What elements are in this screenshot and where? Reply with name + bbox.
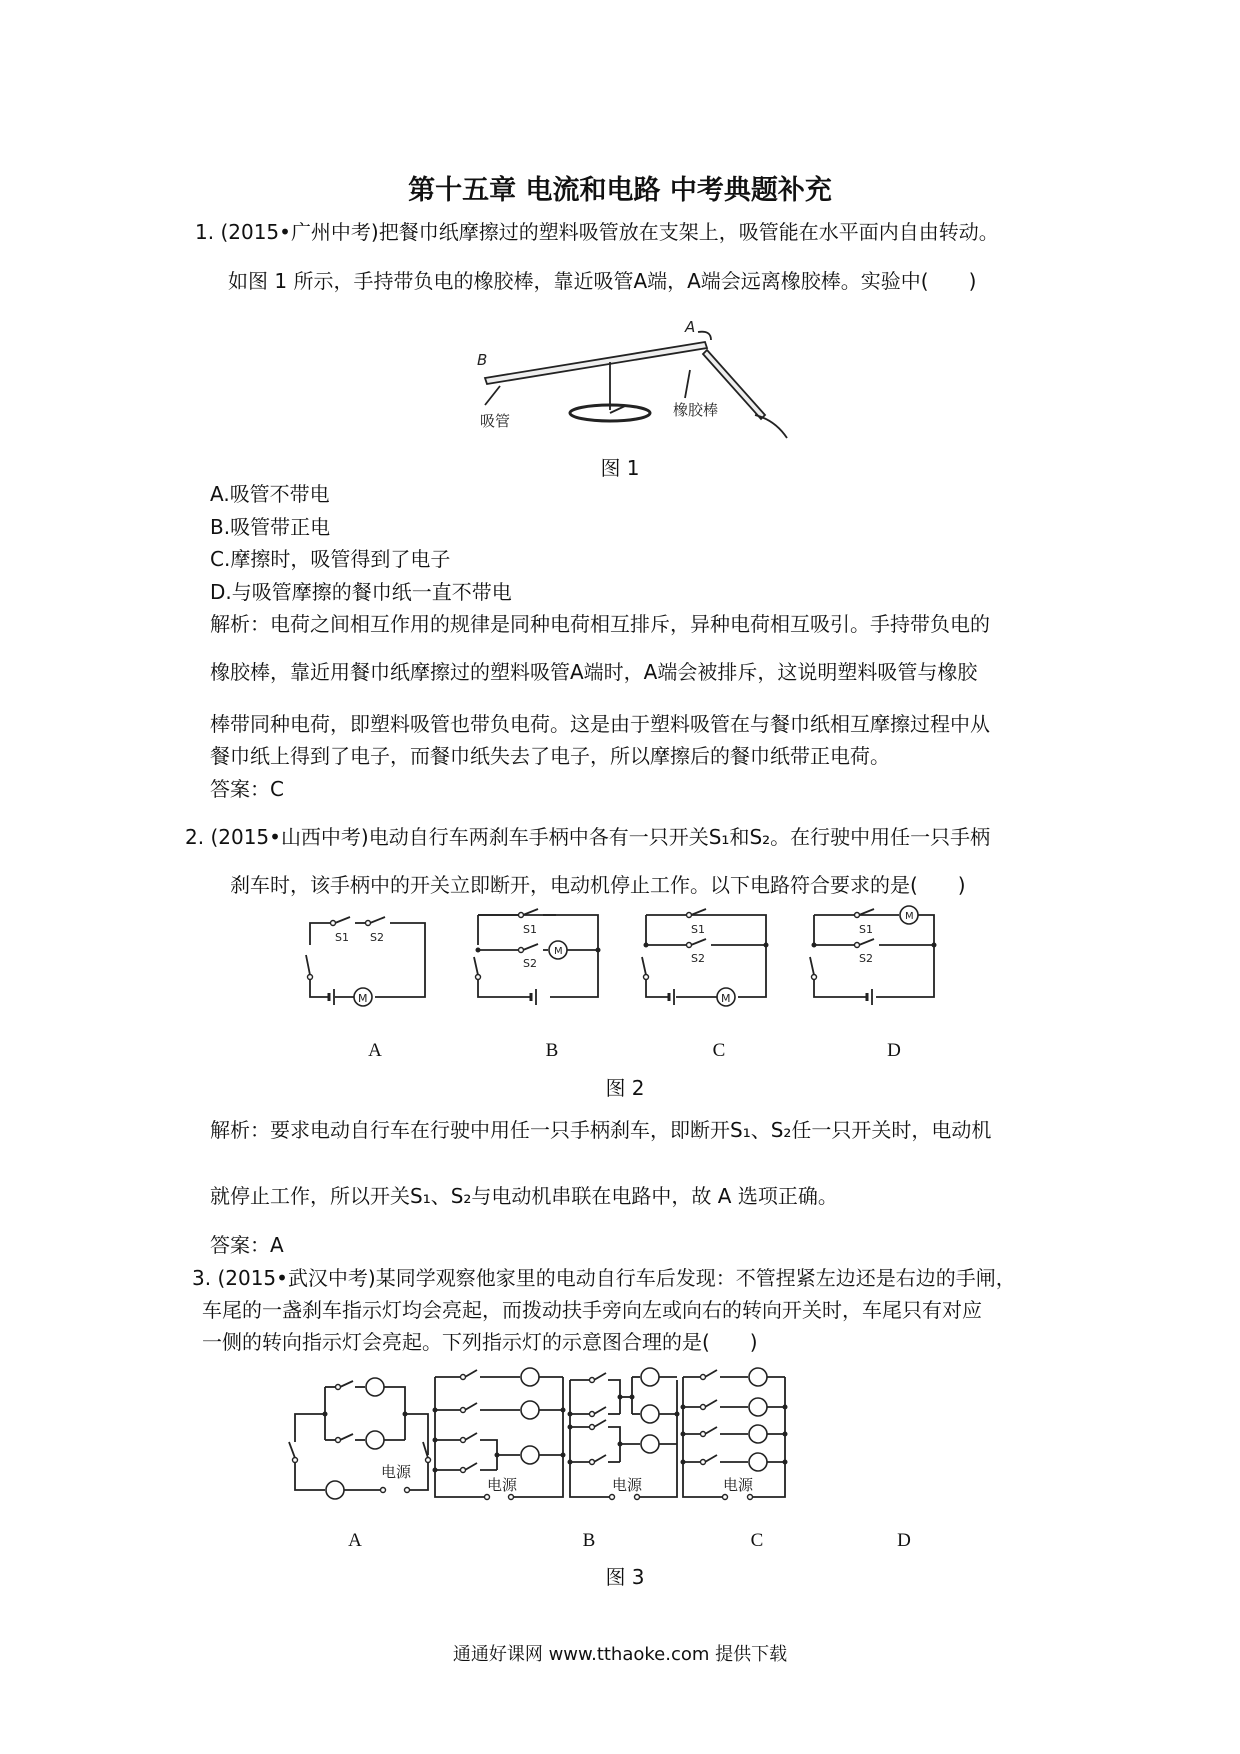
junction-node	[568, 1425, 573, 1430]
label-straw: 吸管	[480, 412, 511, 430]
figure-1-caption: 图 1	[600, 456, 640, 480]
circuit-2d	[810, 906, 937, 1005]
figure-2-caption: 图 2	[605, 1076, 645, 1100]
switch-contact	[461, 1468, 466, 1473]
figure-3-circuits	[285, 1362, 785, 1507]
circuit-wire: S1	[335, 931, 349, 944]
lamp-icon	[641, 1368, 659, 1386]
q2-analysis-line2: 就停止工作，所以开关S₁、S₂与电动机串联在电路中，故 A 选项正确。	[210, 1184, 838, 1208]
circuit-wire: M	[358, 992, 368, 1005]
circuit-wire	[480, 1440, 497, 1470]
switch-contact	[723, 1495, 728, 1500]
junction-node	[568, 1412, 573, 1417]
circuit-wire	[642, 957, 646, 975]
switch-contact	[748, 1495, 753, 1500]
switch-contact	[687, 943, 692, 948]
junction-node	[561, 1453, 566, 1458]
switch-contact	[519, 913, 524, 918]
junction-node	[812, 943, 817, 948]
lamp-icon	[749, 1398, 767, 1416]
footer-source: 通通好课网 www.tthaoke.com 提供下载	[452, 1644, 788, 1665]
q1-option-b: B.吸管带正电	[210, 515, 331, 539]
circuit-wire: S1	[691, 923, 705, 936]
circuit-wire	[691, 909, 706, 915]
switch-contact	[405, 1488, 410, 1493]
circuit-wire	[289, 1442, 295, 1458]
circuit-wire: S2	[859, 952, 873, 965]
junction-node	[433, 1408, 438, 1413]
junction-node	[675, 1412, 680, 1417]
figure-2-circuits	[300, 911, 950, 1010]
q2-analysis-line1: 解析：要求电动自行车在行驶中用任一只手柄刹车，即断开S₁、S₂任一只开关时，电动机	[210, 1118, 992, 1142]
circuit-wire	[859, 939, 874, 945]
circuit-wire	[685, 370, 690, 398]
circuit-wire	[306, 955, 310, 975]
circuit-wire	[295, 1414, 325, 1442]
figure-1-straw-experiment	[475, 320, 795, 440]
power-label-d: 电源	[723, 1476, 754, 1494]
circuit-wire	[478, 980, 530, 997]
circuit-wire	[705, 1427, 717, 1434]
circuit-wire	[646, 980, 668, 997]
circuit-wire: M	[905, 911, 914, 922]
junction-node	[618, 1442, 623, 1447]
circuit-wire: M	[721, 992, 731, 1005]
circuit-wire	[683, 1368, 785, 1471]
circuit-wire	[310, 980, 328, 997]
circuit-wire	[610, 406, 625, 413]
circuit-wire	[814, 980, 866, 997]
switch-contact	[687, 913, 692, 918]
switch-contact	[701, 1460, 706, 1465]
circuit-wire	[594, 1373, 606, 1380]
circuit-wire	[859, 909, 874, 915]
junction-node	[644, 943, 649, 948]
circuit-wire	[570, 1380, 610, 1497]
power-label-b: 电源	[487, 1476, 518, 1494]
circuit-2b	[474, 909, 601, 1005]
circuit-wire	[335, 917, 350, 923]
q1-answer: 答案：C	[210, 777, 284, 801]
circuit-wire	[465, 1463, 477, 1470]
figure-3-option-b: B	[582, 1530, 596, 1551]
switch-contact	[590, 1460, 595, 1465]
switch-contact	[701, 1375, 706, 1380]
power-label-a: 电源	[381, 1463, 412, 1481]
switch-contact	[635, 1495, 640, 1500]
circuit-3b	[433, 1368, 566, 1500]
circuit-wire	[698, 332, 711, 340]
switch-contact	[644, 975, 649, 980]
circuit-wire: M	[554, 946, 563, 957]
q1-stem-line2: 如图 1 所示，手持带负电的橡胶棒，靠近吸管A端，A端会远离橡胶棒。实验中( )	[228, 269, 977, 293]
switch-contact	[485, 1495, 490, 1500]
lamp-icon	[749, 1425, 767, 1443]
circuit-wire: S2	[370, 931, 384, 944]
q1-stem-line1: 1. (2015•广州中考)把餐巾纸摩擦过的塑料吸管放在支架上，吸管能在水平面内自由转动。	[195, 220, 999, 244]
circuit-wire	[594, 1455, 606, 1462]
switch-contact	[812, 975, 817, 980]
q3-stem-line2: 车尾的一盏刹车指示灯均会亮起，而拨动扶手旁向左或向右的转向开关时，车尾只有对应	[202, 1298, 982, 1322]
circuit-wire	[485, 386, 500, 405]
lamp-icon	[749, 1368, 767, 1386]
junction-node	[561, 1408, 566, 1413]
lamp-icon	[521, 1446, 539, 1464]
switch-contact	[461, 1408, 466, 1413]
power-label-c: 电源	[612, 1476, 643, 1494]
circuit-wire	[384, 1387, 405, 1440]
q1-analysis-line4: 餐巾纸上得到了电子，而餐巾纸失去了电子，所以摩擦后的餐巾纸带正电荷。	[210, 744, 890, 768]
switch-contact	[461, 1438, 466, 1443]
circuit-wire: S2	[691, 952, 705, 965]
lamp-icon	[521, 1401, 539, 1419]
switch-contact	[426, 1458, 431, 1463]
circuit-wire	[474, 957, 478, 975]
switch-contact	[855, 943, 860, 948]
junction-node	[476, 948, 481, 953]
q3-stem-line3: 一侧的转向指示灯会亮起。下列指示灯的示意图合理的是( )	[202, 1330, 758, 1354]
circuit-wire: S1	[859, 923, 873, 936]
figure-3-option-a: A	[348, 1530, 362, 1551]
switch-contact	[590, 1425, 595, 1430]
circuit-wire	[876, 915, 934, 997]
switch-contact	[336, 1438, 341, 1443]
circuit-wire	[594, 1407, 606, 1414]
junction-node	[618, 1395, 623, 1400]
junction-node	[495, 1453, 500, 1458]
switch-contact	[701, 1405, 706, 1410]
lamp-icon	[749, 1453, 767, 1471]
page-title: 第十五章 电流和电路 中考典题补充	[408, 175, 832, 206]
junction-node	[681, 1405, 686, 1410]
lamp-icon	[366, 1431, 384, 1449]
lamp-icon	[641, 1435, 659, 1453]
figure-2-option-d: D	[887, 1040, 901, 1061]
junction-node	[596, 948, 601, 953]
label-b: B	[477, 351, 488, 369]
lamp-icon	[641, 1405, 659, 1423]
circuit-wire	[478, 915, 598, 997]
switch-contact	[855, 913, 860, 918]
switch-contact	[590, 1412, 595, 1417]
circuit-3d	[681, 1368, 788, 1500]
switch-contact	[519, 948, 524, 953]
switch-contact	[366, 921, 371, 926]
circuit-wire	[705, 1400, 717, 1407]
q1-analysis-line2: 橡胶棒，靠近用餐巾纸摩擦过的塑料吸管A端时，A端会被排斥，这说明塑料吸管与橡胶	[210, 660, 978, 684]
q2-stem-line2: 刹车时，该手柄中的开关立即断开，电动机停止工作。以下电路符合要求的是( )	[230, 873, 966, 897]
q2-stem-line1: 2. (2015•山西中考)电动自行车两刹车手柄中各有一只开关S₁和S₂。在行驶中用任一只手柄	[185, 825, 991, 849]
figure-2-option-a: A	[368, 1040, 382, 1061]
label-a: A	[685, 318, 696, 336]
q3-stem-line1: 3. (2015•武汉中考)某同学观察他家里的电动自行车后发现：不管捏紧左边还是右边的手闸，	[192, 1266, 1016, 1290]
junction-node	[783, 1405, 788, 1410]
circuit-wire	[705, 1370, 717, 1377]
circuit-wire	[370, 917, 385, 923]
circuit-wire: S2	[523, 957, 537, 970]
q1-analysis-line1: 解析：电荷之间相互作用的规律是同种电荷相互排斥，异种电荷相互吸引。手持带负电的	[210, 612, 990, 636]
switch-contact	[701, 1432, 706, 1437]
circuit-wire	[410, 1463, 428, 1490]
circuit-wire	[523, 909, 538, 915]
switch-contact	[590, 1378, 595, 1383]
switch-contact	[509, 1495, 514, 1500]
junction-node	[681, 1460, 686, 1465]
circuit-2a	[306, 917, 425, 1006]
circuit-wire	[465, 1370, 477, 1377]
figure-3-option-c: C	[750, 1530, 764, 1551]
switch-contact	[293, 1458, 298, 1463]
circuit-3c	[568, 1368, 680, 1500]
figure-2-option-b: B	[545, 1040, 559, 1061]
q1-option-c: C.摩擦时，吸管得到了电子	[210, 547, 451, 571]
label-rod: 橡胶棒	[673, 401, 719, 419]
switch-contact	[308, 975, 313, 980]
q1-analysis-line3: 棒带同种电荷，即塑料吸管也带负电荷。这是由于塑料吸管在与餐巾纸相互摩擦过程中从	[210, 712, 990, 736]
junction-node	[568, 1460, 573, 1465]
circuit-wire	[485, 342, 707, 384]
lamp-icon	[521, 1368, 539, 1386]
q1-option-a: A.吸管不带电	[210, 482, 330, 506]
circuit-wire	[340, 1381, 353, 1387]
figure-3-caption: 图 3	[605, 1565, 645, 1589]
circuit-wire	[646, 915, 766, 997]
lamp-icon	[326, 1481, 344, 1499]
junction-node	[783, 1460, 788, 1465]
junction-node	[433, 1468, 438, 1473]
lamp-icon	[366, 1378, 384, 1396]
circuit-wire	[523, 944, 538, 950]
junction-node	[681, 1432, 686, 1437]
circuit-wire	[810, 957, 814, 975]
figure-3-option-d: D	[897, 1530, 911, 1551]
circuit-wire	[691, 939, 706, 945]
circuit-wire	[465, 1433, 477, 1440]
switch-contact	[610, 1495, 615, 1500]
q1-option-d: D.与吸管摩擦的餐巾纸一直不带电	[210, 580, 512, 604]
circuit-wire	[295, 1463, 325, 1490]
circuit-3a	[289, 1378, 431, 1499]
switch-contact	[476, 975, 481, 980]
circuit-wire	[435, 1377, 485, 1497]
junction-node	[433, 1438, 438, 1443]
switch-contact	[381, 1488, 386, 1493]
circuit-wire	[594, 1420, 606, 1427]
junction-node	[783, 1432, 788, 1437]
switch-contact	[336, 1385, 341, 1390]
circuit-wire	[310, 923, 330, 945]
circuit-wire: S1	[523, 923, 537, 936]
circuit-2c	[642, 909, 769, 1006]
figure-2-option-c: C	[712, 1040, 726, 1061]
junction-node	[764, 943, 769, 948]
q2-answer: 答案：A	[210, 1233, 284, 1257]
switch-contact	[331, 921, 336, 926]
circuit-wire	[465, 1403, 477, 1410]
junction-node	[932, 943, 937, 948]
junction-node	[630, 1395, 635, 1400]
circuit-wire	[514, 1377, 563, 1497]
switch-contact	[461, 1375, 466, 1380]
circuit-wire	[705, 1455, 717, 1462]
circuit-wire	[340, 1434, 353, 1440]
